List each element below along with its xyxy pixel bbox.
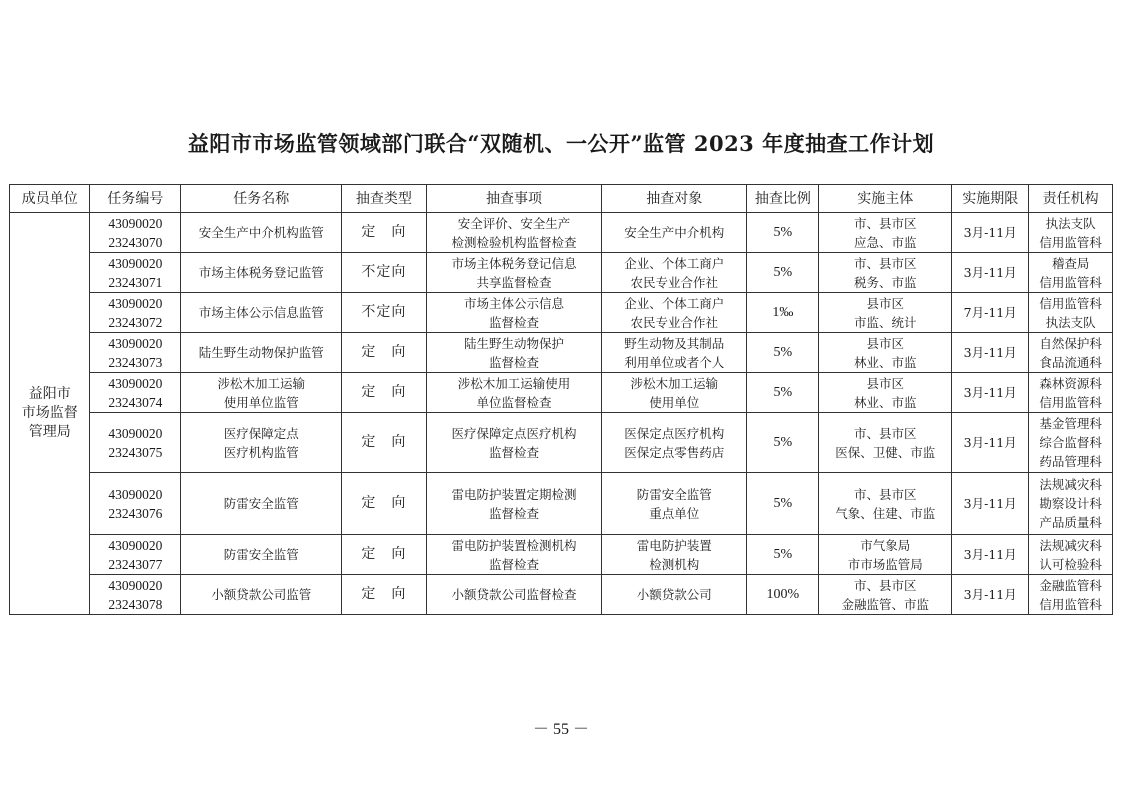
period: 3月-11月 [952,333,1029,373]
document-title: 益阳市市场监管领域部门联合“双随机、一公开”监管 2023 年度抽查工作计划 [187,131,935,156]
responsible-org: 法规减灾科 认可检验科 [1029,535,1113,575]
period: 3月-11月 [952,373,1029,413]
task-name: 安全生产中介机构监管 [181,213,342,253]
check-type: 不定向 [342,253,427,293]
check-object: 安全生产中介机构 [602,213,747,253]
table-row [10,293,1113,333]
responsible-org: 基金管理科 综合监督科 药品管理科 [1029,413,1113,473]
task-id: 43090020 23243072 [90,293,181,333]
check-object: 企业、个体工商户 农民专业合作社 [602,293,747,333]
task-name: 防雷安全监管 [181,473,342,535]
check-ratio: 5% [747,253,819,293]
check-ratio: 1‰ [747,293,819,333]
responsible-org: 自然保护科 食品流通科 [1029,333,1113,373]
task-name: 市场主体公示信息监管 [181,293,342,333]
check-type: 定 向 [342,473,427,535]
responsible-org: 执法支队 信用监管科 [1029,213,1113,253]
period: 3月-11月 [952,535,1029,575]
plan-table [9,184,1113,615]
check-item: 市场主体公示信息 监督检查 [426,293,601,333]
check-type: 定 向 [342,213,427,253]
task-id: 43090020 23243076 [90,473,181,535]
responsible-org: 金融监管科 信用监管科 [1029,575,1113,615]
table-row [10,535,1113,575]
header-entity: 实施主体 [819,185,952,213]
header-org: 责任机构 [1029,185,1113,213]
period: 3月-11月 [952,473,1029,535]
check-item: 雷电防护装置检测机构 监督检查 [426,535,601,575]
implementing-entity: 市、县市区 医保、卫健、市监 [819,413,952,473]
header-period: 实施期限 [952,185,1029,213]
header-check-type: 抽查类型 [342,185,427,213]
check-object: 小额贷款公司 [602,575,747,615]
period: 3月-11月 [952,575,1029,615]
task-id: 43090020 23243070 [90,213,181,253]
table-row [10,213,1113,253]
check-item: 安全评价、安全生产 检测检验机构监督检查 [426,213,601,253]
responsible-org: 稽查局 信用监管科 [1029,253,1113,293]
header-ratio: 抽查比例 [747,185,819,213]
check-object: 雷电防护装置 检测机构 [602,535,747,575]
task-name: 陆生野生动物保护监管 [181,333,342,373]
table-row [10,253,1113,293]
task-id: 43090020 23243077 [90,535,181,575]
header-check-item: 抽查事项 [426,185,601,213]
task-name: 市场主体税务登记监管 [181,253,342,293]
check-item: 雷电防护装置定期检测 监督检查 [426,473,601,535]
task-name: 防雷安全监管 [181,535,342,575]
task-id: 43090020 23243073 [90,333,181,373]
implementing-entity: 县市区 市监、统计 [819,293,952,333]
check-object: 涉松木加工运输 使用单位 [602,373,747,413]
implementing-entity: 市气象局 市市场监管局 [819,535,952,575]
period: 7月-11月 [952,293,1029,333]
responsible-org: 森林资源科 信用监管科 [1029,373,1113,413]
table-row [10,373,1113,413]
implementing-entity: 市、县市区 应急、市监 [819,213,952,253]
header-task-name: 任务名称 [181,185,342,213]
task-name: 医疗保障定点 医疗机构监管 [181,413,342,473]
header-check-object: 抽查对象 [602,185,747,213]
check-type: 定 向 [342,575,427,615]
check-item: 涉松木加工运输使用 单位监督检查 [426,373,601,413]
task-id: 43090020 23243071 [90,253,181,293]
check-object: 企业、个体工商户 农民专业合作社 [602,253,747,293]
period: 3月-11月 [952,213,1029,253]
check-ratio: 5% [747,333,819,373]
table-row [10,333,1113,373]
task-id: 43090020 23243075 [90,413,181,473]
header-task-id: 任务编号 [90,185,181,213]
check-type: 定 向 [342,535,427,575]
check-ratio: 5% [747,213,819,253]
implementing-entity: 市、县市区 气象、住建、市监 [819,473,952,535]
check-ratio: 5% [747,373,819,413]
check-ratio: 5% [747,413,819,473]
table-row [10,575,1113,615]
check-type: 定 向 [342,373,427,413]
check-object: 医保定点医疗机构 医保定点零售药店 [602,413,747,473]
period: 3月-11月 [952,253,1029,293]
check-object: 防雷安全监管 重点单位 [602,473,747,535]
header-unit: 成员单位 [10,185,90,213]
table-row [10,473,1113,535]
page-number: － 55 － [532,721,589,738]
period: 3月-11月 [952,413,1029,473]
task-name: 涉松木加工运输 使用单位监管 [181,373,342,413]
implementing-entity: 县市区 林业、市监 [819,373,952,413]
check-type: 定 向 [342,333,427,373]
check-item: 市场主体税务登记信息 共享监督检查 [426,253,601,293]
task-id: 43090020 23243078 [90,575,181,615]
check-object: 野生动物及其制品 利用单位或者个人 [602,333,747,373]
member-unit: 益阳市 市场监督 管理局 [10,213,90,615]
responsible-org: 法规减灾科 勘察设计科 产品质量科 [1029,473,1113,535]
implementing-entity: 市、县市区 税务、市监 [819,253,952,293]
check-item: 医疗保障定点医疗机构 监督检查 [426,413,601,473]
check-item: 小额贷款公司监督检查 [426,575,601,615]
check-ratio: 100% [747,575,819,615]
check-type: 不定向 [342,293,427,333]
check-type: 定 向 [342,413,427,473]
table-row [10,413,1113,473]
responsible-org: 信用监管科 执法支队 [1029,293,1113,333]
check-ratio: 5% [747,473,819,535]
check-ratio: 5% [747,535,819,575]
implementing-entity: 县市区 林业、市监 [819,333,952,373]
task-name: 小额贷款公司监管 [181,575,342,615]
header-row [10,185,1113,213]
implementing-entity: 市、县市区 金融监管、市监 [819,575,952,615]
check-item: 陆生野生动物保护 监督检查 [426,333,601,373]
task-id: 43090020 23243074 [90,373,181,413]
